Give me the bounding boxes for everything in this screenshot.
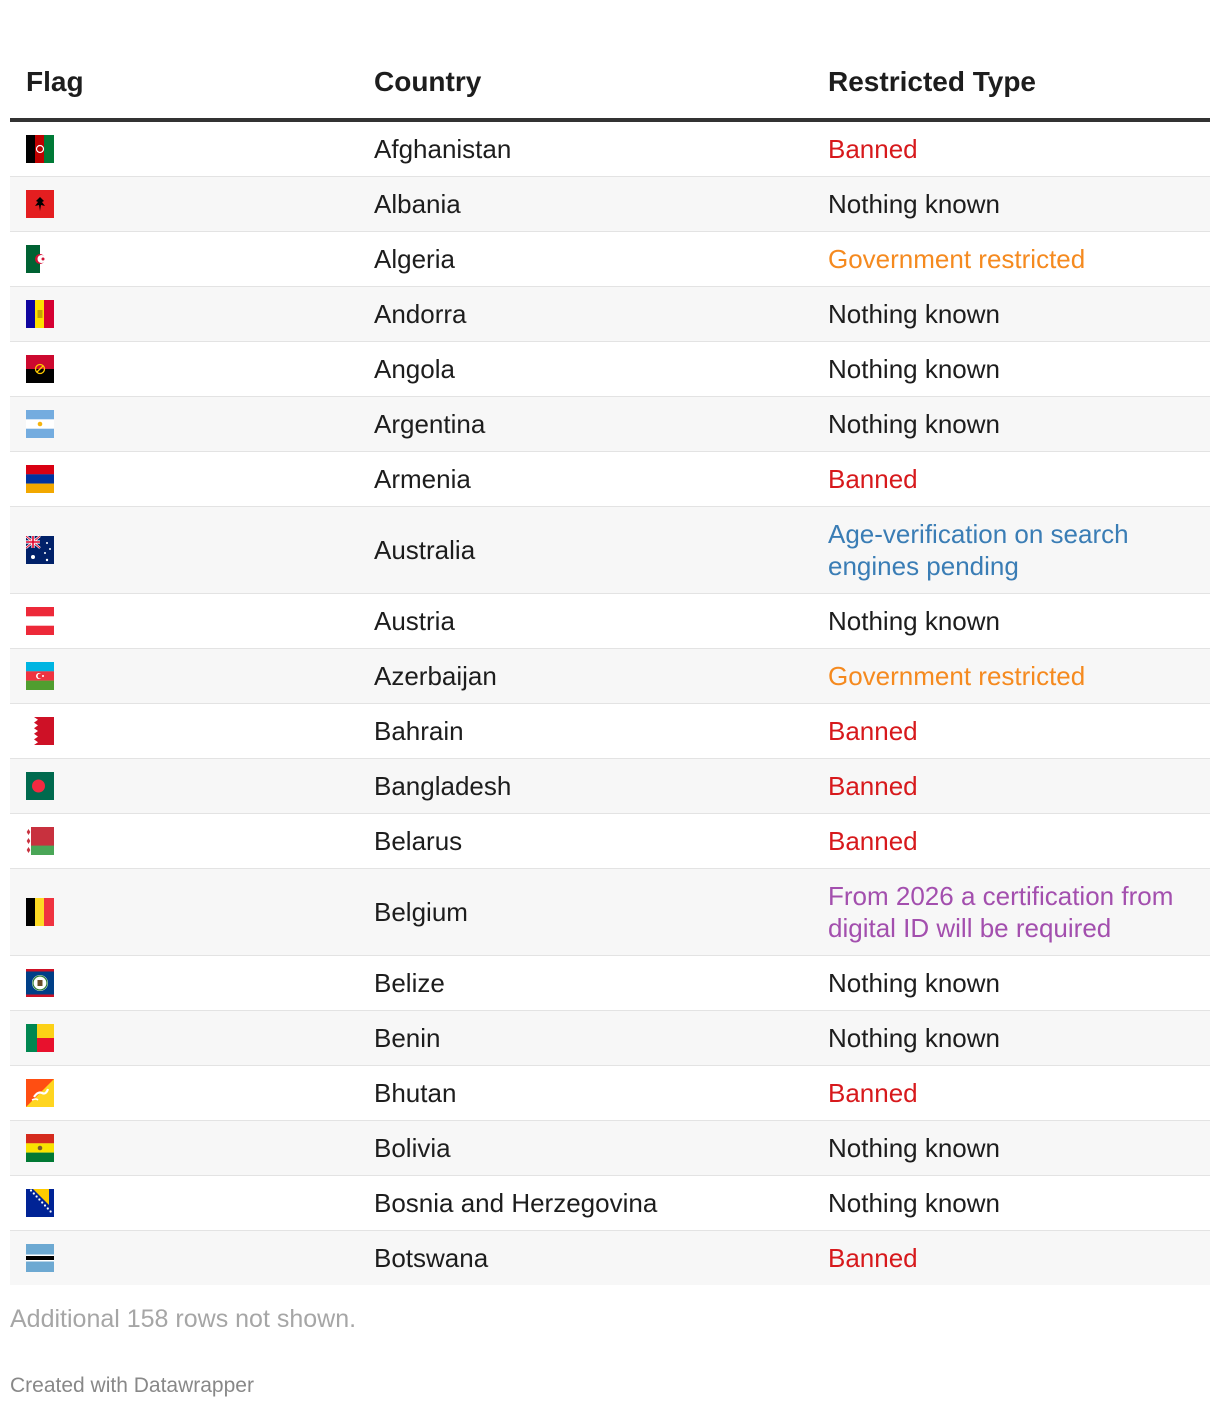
restricted-type-cell: Nothing known: [812, 1121, 1210, 1176]
country-cell: Algeria: [358, 232, 812, 287]
table-row: [10, 177, 1210, 232]
table-row: [10, 397, 1210, 452]
datawrapper-credit[interactable]: Created with Datawrapper: [10, 1374, 254, 1397]
flag-cell: [10, 1011, 358, 1066]
table-row: [10, 287, 1210, 342]
belgium-flag-icon: [26, 898, 54, 926]
restricted-type-cell: Nothing known: [812, 1011, 1210, 1066]
country-cell: Botswana: [358, 1231, 812, 1286]
country-cell: Andorra: [358, 287, 812, 342]
restricted-type-cell: Nothing known: [812, 397, 1210, 452]
table-row: [10, 704, 1210, 759]
restricted-type-cell: Age-verification on search engines pending: [812, 507, 1210, 594]
table-row: [10, 232, 1210, 287]
table-row: [10, 649, 1210, 704]
bahrain-flag-icon: [26, 717, 54, 745]
rows-not-shown-note: Additional 158 rows not shown.: [10, 1305, 357, 1333]
flag-cell: [10, 869, 358, 956]
azerbaijan-flag-icon: [26, 662, 54, 690]
botswana-flag-icon: [26, 1244, 54, 1272]
flag-cell: [10, 120, 358, 177]
flag-cell: [10, 649, 358, 704]
table-row: [10, 452, 1210, 507]
restricted-type-cell: From 2026 a certification from digital ID will be required: [812, 869, 1210, 956]
bangladesh-flag-icon: [26, 772, 54, 800]
argentina-flag-icon: [26, 410, 54, 438]
andorra-flag-icon: [26, 300, 54, 328]
flag-cell: [10, 759, 358, 814]
flag-cell: [10, 287, 358, 342]
header-country[interactable]: Country: [358, 0, 812, 120]
table-row: [10, 1121, 1210, 1176]
flag-cell: [10, 342, 358, 397]
table-row: [10, 956, 1210, 1011]
restricted-type-cell: Banned: [812, 759, 1210, 814]
flag-cell: [10, 1231, 358, 1286]
country-cell: Albania: [358, 177, 812, 232]
albania-flag-icon: [26, 190, 54, 218]
restricted-type-cell: Banned: [812, 704, 1210, 759]
table-row: [10, 1176, 1210, 1231]
country-cell: Bolivia: [358, 1121, 812, 1176]
flag-cell: [10, 594, 358, 649]
restricted-type-cell: Nothing known: [812, 956, 1210, 1011]
flag-cell: [10, 956, 358, 1011]
afghanistan-flag-icon: [26, 135, 54, 163]
country-cell: Angola: [358, 342, 812, 397]
restricted-type-cell: Government restricted: [812, 232, 1210, 287]
flag-cell: [10, 704, 358, 759]
country-cell: Belize: [358, 956, 812, 1011]
header-flag[interactable]: Flag: [10, 0, 358, 120]
header-restricted-type[interactable]: Restricted Type: [812, 0, 1210, 120]
restricted-type-cell: Government restricted: [812, 649, 1210, 704]
benin-flag-icon: [26, 1024, 54, 1052]
bhutan-flag-icon: [26, 1079, 54, 1107]
restricted-type-cell: Banned: [812, 120, 1210, 177]
country-cell: Austria: [358, 594, 812, 649]
austria-flag-icon: [26, 607, 54, 635]
country-cell: Bangladesh: [358, 759, 812, 814]
restrictions-table: [10, 0, 1210, 1285]
flag-cell: [10, 177, 358, 232]
table-row: [10, 1231, 1210, 1286]
flag-cell: [10, 1121, 358, 1176]
country-cell: Bahrain: [358, 704, 812, 759]
belize-flag-icon: [26, 969, 54, 997]
flag-cell: [10, 814, 358, 869]
country-cell: Bosnia and Herzegovina: [358, 1176, 812, 1231]
restricted-type-cell: Nothing known: [812, 177, 1210, 232]
flag-cell: [10, 232, 358, 287]
country-cell: Belarus: [358, 814, 812, 869]
restricted-type-cell: Banned: [812, 1231, 1210, 1286]
armenia-flag-icon: [26, 465, 54, 493]
country-cell: Azerbaijan: [358, 649, 812, 704]
restricted-type-cell: Banned: [812, 814, 1210, 869]
flag-cell: [10, 452, 358, 507]
country-cell: Afghanistan: [358, 120, 812, 177]
country-cell: Bhutan: [358, 1066, 812, 1121]
table-body: [10, 120, 1210, 1285]
flag-cell: [10, 507, 358, 594]
table-row: [10, 120, 1210, 177]
country-cell: Armenia: [358, 452, 812, 507]
bosnia-and-herzegovina-flag-icon: [26, 1189, 54, 1217]
flag-cell: [10, 1066, 358, 1121]
table-row: [10, 342, 1210, 397]
flag-cell: [10, 1176, 358, 1231]
country-cell: Belgium: [358, 869, 812, 956]
restricted-type-cell: Nothing known: [812, 594, 1210, 649]
belarus-flag-icon: [26, 827, 54, 855]
table-header-row: [10, 0, 1210, 120]
restricted-type-cell: Nothing known: [812, 287, 1210, 342]
restricted-type-cell: Nothing known: [812, 342, 1210, 397]
table-row: [10, 759, 1210, 814]
country-cell: Argentina: [358, 397, 812, 452]
country-cell: Australia: [358, 507, 812, 594]
table-row: [10, 1011, 1210, 1066]
restricted-type-cell: Banned: [812, 452, 1210, 507]
australia-flag-icon: [26, 536, 54, 564]
table-row: [10, 507, 1210, 594]
restricted-type-cell: Banned: [812, 1066, 1210, 1121]
angola-flag-icon: [26, 355, 54, 383]
country-cell: Benin: [358, 1011, 812, 1066]
flag-cell: [10, 397, 358, 452]
restricted-type-cell: Nothing known: [812, 1176, 1210, 1231]
table-row: [10, 1066, 1210, 1121]
bolivia-flag-icon: [26, 1134, 54, 1162]
table-row: [10, 869, 1210, 956]
table-row: [10, 594, 1210, 649]
algeria-flag-icon: [26, 245, 54, 273]
table-row: [10, 814, 1210, 869]
